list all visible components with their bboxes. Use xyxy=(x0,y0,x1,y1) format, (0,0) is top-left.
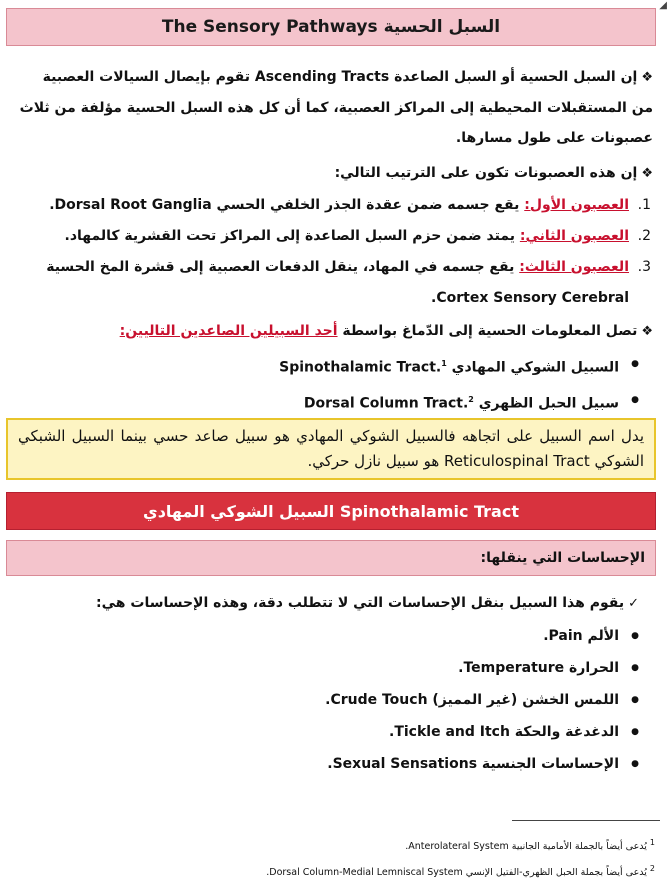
carries-intro xyxy=(19,588,639,619)
footnote-number: 2 xyxy=(649,864,655,873)
transmission-text: تصل المعلومات الحسية إلى الدّماغ بواسطة xyxy=(337,323,638,339)
diamond-bullet-icon: ❖ xyxy=(641,166,653,181)
neuron-text: يقع جسمه في المهاد، ينقل الدفعات العصبية إلى قشرة المخ الحسية Cortex Sensory Cerebral. xyxy=(46,259,629,306)
sensation-item: ● الحرارة Temperature. xyxy=(39,652,639,684)
neuron-number: 3. xyxy=(637,259,651,275)
transmission-paragraph xyxy=(17,316,653,347)
neuron-number: 2. xyxy=(637,228,651,244)
sensation-item: ● الدغدغة والحكة Tickle and Itch. xyxy=(39,716,639,748)
section-title: السبيل الشوكي المهادي Spinothalamic Tract xyxy=(143,501,519,521)
checkmark-icon: ✓ xyxy=(628,596,639,611)
sensation-item: ● الألم Pain. xyxy=(39,620,639,652)
tract-item-1 xyxy=(39,348,639,384)
tract-text: السبيل الشوكي المهادي Spinothalamic Tract. xyxy=(279,359,619,376)
footnote-text: يُدعى أيضاً بجملة الحبل الظهري-الفتيل الإنسي Dorsal Column-Medial Lemniscal System. xyxy=(266,867,647,879)
neuron-label: العصبون الثاني: xyxy=(519,228,629,244)
neuron-number: 1. xyxy=(637,197,651,213)
sensation-list xyxy=(39,620,639,780)
footnote-text: يُدعى أيضاً بالجملة الأمامية الجانبية Anterolateral System. xyxy=(405,841,647,853)
footnote-2 xyxy=(25,862,655,880)
note-box xyxy=(6,418,656,480)
tract-text: سبيل الحبل الظهري Dorsal Column Tract. xyxy=(303,395,619,412)
intro-text-1: إن السبل الحسية أو السبل الصاعدة Ascending Tracts تقوم بإيصال السيالات العصبية من المستقبلات المحيطية إلى المراكز العصبية، كما أن كل هذه السبل الحسية مؤلفة من ثلاث عصبونات على طول مسارها. xyxy=(19,69,653,146)
neuron-label: العصبون الأول: xyxy=(524,197,629,213)
page-title: The Sensory Pathways السبل الحسية xyxy=(161,17,501,37)
subsection-header xyxy=(6,540,656,576)
page-title-bar xyxy=(6,8,656,46)
neuron-item-3 xyxy=(21,252,651,314)
note-text: يدل اسم السبيل على اتجاهه فالسبيل الشوكي المهادي هو سبيل صاعد حسي بينما السبيل الشبكي الشوكي Reticulospinal Tract هو سبيل نازل حركي. xyxy=(18,427,644,470)
carries-intro-text: يقوم هذا السبيل بنقل الإحساسات التي لا تتطلب دقة، وهذه الإحساسات هي: xyxy=(96,595,625,611)
neuron-text: يقع جسمه ضمن عقدة الجذر الخلفي الحسي Dorsal Root Ganglia. xyxy=(49,197,525,213)
diamond-bullet-icon: ❖ xyxy=(641,324,653,339)
tract-list xyxy=(39,348,639,419)
tract-item-2 xyxy=(39,384,639,420)
transmission-highlight: أحد السبيلين الصاعدين التاليين: xyxy=(119,323,338,339)
intro-text-2: إن هذه العصبونات تكون على الترتيب التالي: xyxy=(334,165,638,181)
neuron-text: يمتد ضمن حزم السبل الصاعدة إلى المراكز تحت القشرية كالمهاد. xyxy=(64,228,520,244)
footnote-ref: 2 xyxy=(468,394,474,404)
neuron-item-2 xyxy=(21,221,651,252)
sensation-item: ● الإحساسات الجنسية Sexual Sensations. xyxy=(39,748,639,780)
diamond-bullet-icon: ❖ xyxy=(641,70,653,85)
section-header xyxy=(6,492,656,530)
footnote-number: 1 xyxy=(649,838,655,847)
footnote-1 xyxy=(25,836,655,854)
sensation-item: ● اللمس الخشن (غير المميز) Crude Touch. xyxy=(39,684,639,716)
subsection-title: الإحساسات التي ينقلها: xyxy=(480,550,645,566)
neuron-label: العصبون الثالث: xyxy=(519,259,629,275)
footnote-ref: 1 xyxy=(441,359,447,368)
footnote-divider xyxy=(512,820,660,821)
intro-paragraph-2 xyxy=(17,158,653,189)
intro-paragraph-1 xyxy=(17,62,653,153)
page-corner-mark: ◢ xyxy=(659,0,667,11)
neuron-item-1 xyxy=(21,190,651,221)
neuron-list xyxy=(21,190,651,314)
